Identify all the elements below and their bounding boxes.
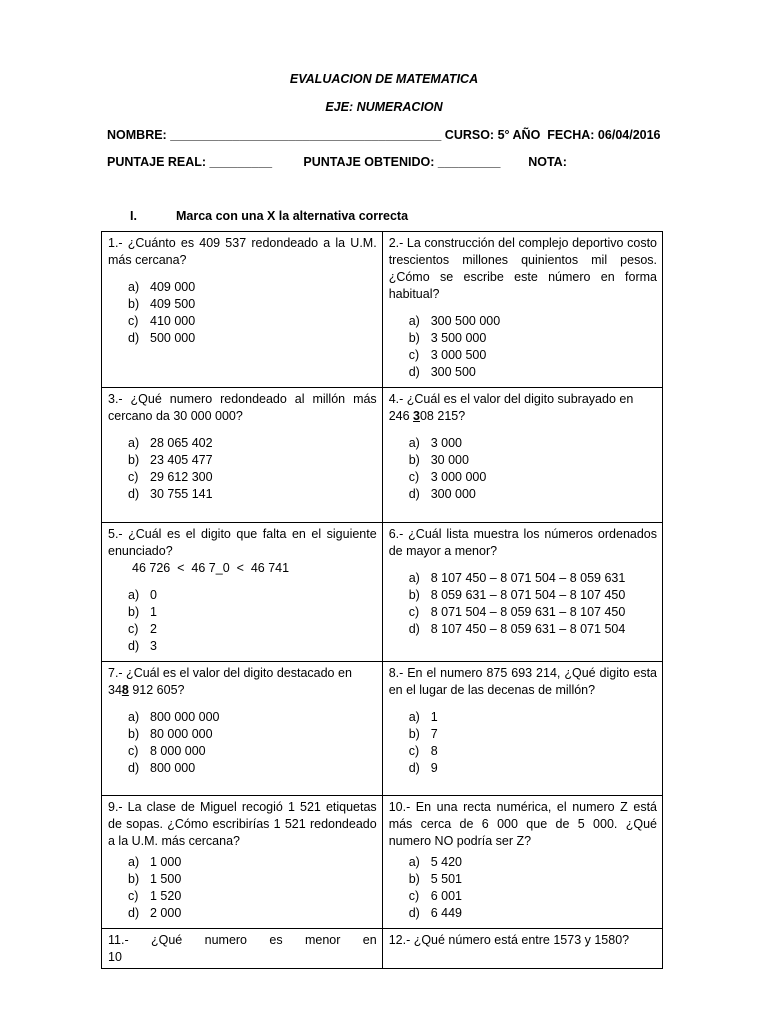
option-letter: a) <box>408 710 420 724</box>
option-value: 5 501 <box>430 872 462 886</box>
option-value: 8 107 450 – 8 059 631 – 8 071 504 <box>430 622 626 636</box>
section-number: I. <box>130 209 137 223</box>
option-value: 800 000 000 <box>150 710 220 724</box>
underlined-digit: 8 <box>121 683 129 697</box>
option-letter: d) <box>408 365 420 379</box>
answer-option[interactable] <box>108 888 377 905</box>
section-heading <box>130 209 408 223</box>
exam-subtitle: EJE: NUMERACION <box>325 100 443 114</box>
exam-title: EVALUACION DE MATEMATICA <box>289 72 479 86</box>
answer-option[interactable] <box>108 587 377 604</box>
section-instruction: Marca con una X la alternativa correcta <box>176 209 409 223</box>
option-value: 7 <box>430 727 438 741</box>
option-letter: b) <box>408 331 420 345</box>
option-value: 8 059 631 – 8 071 504 – 8 107 450 <box>430 588 626 602</box>
option-value: 3 000 <box>430 436 462 450</box>
option-letter: d) <box>408 761 420 775</box>
option-value: 1 000 <box>150 855 182 869</box>
answer-option[interactable] <box>108 760 377 777</box>
option-letter: d) <box>128 331 140 345</box>
answer-option[interactable] <box>108 486 377 503</box>
number-part: 34 <box>108 683 122 697</box>
options-list <box>389 570 657 638</box>
answer-option[interactable] <box>389 313 657 330</box>
question-text: 11.- ¿Qué numero es menor en 10 <box>108 933 377 964</box>
options-list <box>108 435 377 503</box>
question-text: 2.- La construcción del complejo deportivo costo trescientos millones quinientos mil pesos. ¿Cómo se escribe este número en forma habitual? <box>388 236 657 301</box>
answer-option[interactable] <box>108 743 377 760</box>
question-text: 4.- ¿Cuál es el valor del digito subrayado en <box>388 392 634 406</box>
score-line: PUNTAJE REAL: _________ PUNTAJE OBTENIDO: _________ NOTA: <box>107 155 567 169</box>
option-value: 9 <box>430 761 438 775</box>
answer-option[interactable] <box>108 435 377 452</box>
option-letter: d) <box>128 761 140 775</box>
answer-option[interactable] <box>389 364 657 381</box>
option-value: 300 500 000 <box>430 314 501 328</box>
option-value: 500 000 <box>150 331 196 345</box>
answer-option[interactable] <box>389 760 657 777</box>
option-letter: a) <box>408 855 420 869</box>
answer-option[interactable] <box>108 905 377 922</box>
answer-option[interactable] <box>389 905 657 922</box>
option-value: 410 000 <box>150 314 196 328</box>
options-list <box>389 854 657 922</box>
answer-option[interactable] <box>389 604 657 621</box>
answer-option[interactable] <box>389 486 657 503</box>
option-value: 2 000 <box>150 906 182 920</box>
option-value: 1 <box>150 605 157 619</box>
options-list <box>108 854 377 922</box>
option-letter: a) <box>408 436 420 450</box>
answer-option[interactable] <box>389 726 657 743</box>
option-value: 3 500 000 <box>430 331 487 345</box>
answer-option[interactable] <box>389 854 657 871</box>
question-number <box>108 682 377 699</box>
answer-option[interactable] <box>389 435 657 452</box>
option-letter: b) <box>408 453 420 467</box>
answer-option[interactable] <box>389 347 657 364</box>
option-letter: b) <box>128 453 140 467</box>
option-letter: d) <box>128 639 140 653</box>
options-list <box>108 587 377 655</box>
option-value: 1 500 <box>150 872 182 886</box>
option-value: 8 000 000 <box>150 744 206 758</box>
answer-option[interactable] <box>389 330 657 347</box>
answer-option[interactable] <box>108 296 377 313</box>
options-list <box>389 313 657 381</box>
underlined-digit: 3 <box>413 409 420 423</box>
answer-option[interactable] <box>108 452 377 469</box>
option-letter: c) <box>408 348 420 362</box>
option-value: 3 000 500 <box>430 348 487 362</box>
option-letter: a) <box>128 855 140 869</box>
options-list <box>108 709 377 777</box>
question-text: 3.- ¿Qué numero redondeado al millón más cercano da 30 000 000? <box>108 392 377 423</box>
student-info-line: NOMBRE: _______________________________________ CURSO: 5° AÑO FECHA: 06/04/2016 <box>107 128 661 142</box>
option-letter: d) <box>408 906 420 920</box>
option-letter: c) <box>128 314 139 328</box>
option-letter: a) <box>128 436 140 450</box>
question-text: 6.- ¿Cuál lista muestra los números ordenados de mayor a menor? <box>388 527 657 558</box>
questions-table <box>101 231 663 969</box>
option-letter: a) <box>128 280 140 294</box>
number-part: 246 <box>388 409 414 423</box>
option-value: 409 000 <box>150 280 196 294</box>
answer-option[interactable] <box>108 871 377 888</box>
option-letter: b) <box>408 727 420 741</box>
question-cell-3 <box>102 388 383 523</box>
answer-option[interactable] <box>389 570 657 587</box>
options-list <box>389 709 657 777</box>
option-letter: b) <box>408 872 420 886</box>
question-cell-5 <box>102 523 383 662</box>
option-letter: c) <box>408 470 420 484</box>
answer-option[interactable] <box>108 621 377 638</box>
option-value: 8 <box>430 744 438 758</box>
question-cell-7 <box>102 662 383 796</box>
question-cell-12 <box>382 929 662 969</box>
option-letter: c) <box>128 622 139 636</box>
answer-option[interactable] <box>389 621 657 638</box>
answer-option[interactable] <box>389 888 657 905</box>
number-part: 08 215? <box>419 409 466 423</box>
answer-option[interactable] <box>389 452 657 469</box>
option-letter: c) <box>408 605 420 619</box>
answer-option[interactable] <box>108 638 377 655</box>
option-value: 8 107 450 – 8 071 504 – 8 059 631 <box>430 571 626 585</box>
options-list <box>108 279 377 347</box>
option-letter: c) <box>408 744 420 758</box>
option-value: 30 000 <box>430 453 469 467</box>
option-value: 80 000 000 <box>150 727 213 741</box>
answer-option[interactable] <box>108 330 377 347</box>
option-value: 3 <box>150 639 157 653</box>
number-part: 912 605? <box>128 683 185 697</box>
options-list <box>389 435 657 503</box>
answer-option[interactable] <box>389 469 657 486</box>
option-value: 28 065 402 <box>150 436 213 450</box>
answer-option[interactable] <box>108 854 377 871</box>
question-text: 10.- En una recta numérica, el numero Z está más cerca de 6 000 que de 5 000. ¿Qué numero NO podría ser Z? <box>388 800 657 848</box>
question-text: 1.- ¿Cuánto es 409 537 redondeado a la U.M. más cercana? <box>108 236 377 267</box>
option-letter: d) <box>128 487 140 501</box>
option-letter: c) <box>408 889 420 903</box>
option-letter: d) <box>408 487 420 501</box>
option-letter: b) <box>128 297 140 311</box>
answer-option[interactable] <box>108 469 377 486</box>
option-letter: a) <box>408 314 420 328</box>
answer-option[interactable] <box>108 709 377 726</box>
option-letter: a) <box>128 710 140 724</box>
option-letter: d) <box>408 622 420 636</box>
question-text: 9.- La clase de Miguel recogió 1 521 etiquetas de sopas. ¿Cómo escribirías 1 521 redondeado a la U.M. más cercana? <box>108 800 377 848</box>
option-value: 409 500 <box>150 297 196 311</box>
question-cell-4 <box>382 388 662 523</box>
answer-option[interactable] <box>389 743 657 760</box>
option-letter: b) <box>128 872 140 886</box>
answer-option[interactable] <box>108 726 377 743</box>
question-text: 7.- ¿Cuál es el valor del digito destacado en <box>108 666 352 680</box>
question-text: 12.- ¿Qué número está entre 1573 y 1580? <box>388 933 630 947</box>
option-value: 300 000 <box>430 487 476 501</box>
option-letter: b) <box>128 727 140 741</box>
option-value: 3 000 000 <box>430 470 487 484</box>
answer-option[interactable] <box>389 587 657 604</box>
question-cell-9 <box>102 796 383 929</box>
question-cell-11 <box>102 929 383 969</box>
option-letter: a) <box>408 571 420 585</box>
option-value: 2 <box>150 622 157 636</box>
option-letter: c) <box>128 889 139 903</box>
answer-option[interactable] <box>108 313 377 330</box>
option-letter: a) <box>128 588 140 602</box>
answer-option[interactable] <box>108 604 377 621</box>
question-text: 8.- En el numero 875 693 214, ¿Qué digito esta en el lugar de las decenas de millón? <box>388 666 657 697</box>
question-number <box>389 408 657 425</box>
option-value: 6 449 <box>430 906 462 920</box>
question-cell-2 <box>382 232 662 388</box>
option-value: 8 071 504 – 8 059 631 – 8 107 450 <box>430 605 626 619</box>
option-value: 29 612 300 <box>150 470 213 484</box>
option-letter: b) <box>408 588 420 602</box>
option-value: 23 405 477 <box>150 453 213 467</box>
question-text: 5.- ¿Cuál es el digito que falta en el siguiente enunciado? <box>108 527 377 558</box>
answer-option[interactable] <box>108 279 377 296</box>
option-value: 800 000 <box>150 761 196 775</box>
option-letter: d) <box>128 906 140 920</box>
question-cell-8 <box>382 662 662 796</box>
option-letter: c) <box>128 470 139 484</box>
option-value: 1 <box>430 710 438 724</box>
question-cell-1 <box>102 232 383 388</box>
inequality-expression: 46 726 < 46 7_0 < 46 741 <box>132 561 290 575</box>
option-value: 5 420 <box>430 855 462 869</box>
question-cell-10 <box>382 796 662 929</box>
option-value: 30 755 141 <box>150 487 213 501</box>
option-letter: b) <box>128 605 140 619</box>
option-letter: c) <box>128 744 139 758</box>
option-value: 6 001 <box>430 889 462 903</box>
answer-option[interactable] <box>389 871 657 888</box>
answer-option[interactable] <box>389 709 657 726</box>
question-cell-6 <box>382 523 662 662</box>
option-value: 0 <box>150 588 157 602</box>
option-value: 300 500 <box>430 365 476 379</box>
option-value: 1 520 <box>150 889 182 903</box>
